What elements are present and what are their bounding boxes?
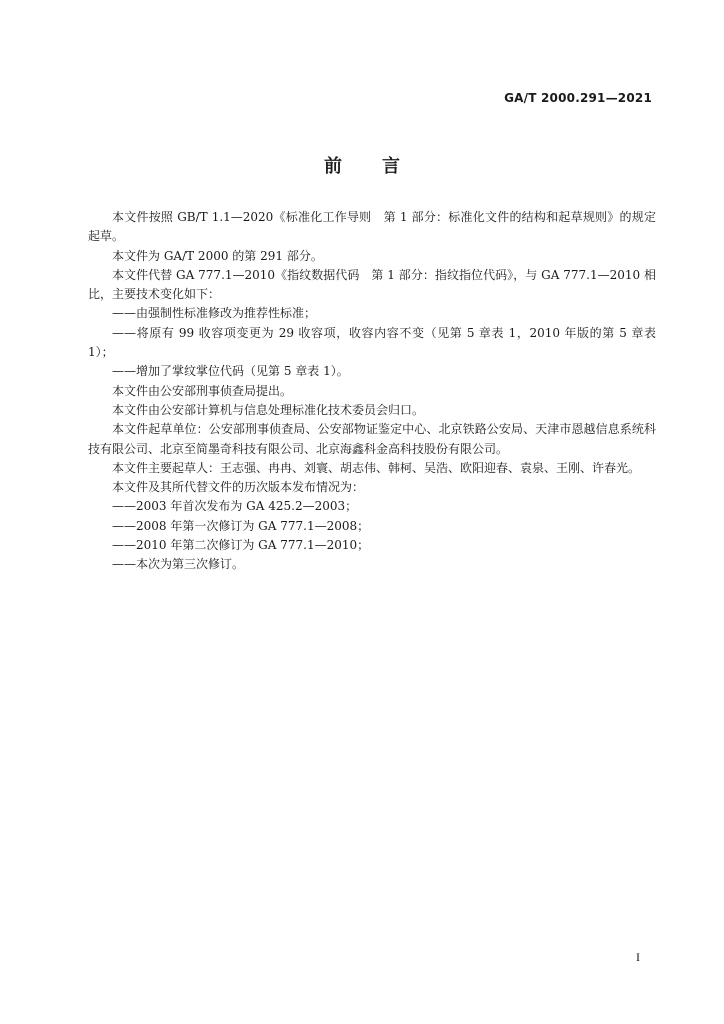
paragraph: 本文件按照 GB/T 1.1—2020《标准化工作导则 第 1 部分：标准化文件的结构和起草规则》的规定起草。 <box>88 210 656 244</box>
list-item: ——2008 年第一次修订为 GA 777.1—2008； <box>112 518 370 533</box>
title-char-2: 言 <box>382 156 400 177</box>
list-item: ——2010 年第二次修订为 GA 777.1—2010； <box>112 538 370 553</box>
paragraph: 本文件及其所代替文件的历次版本发布情况为： <box>112 480 365 495</box>
document-code: GA/T 2000.291—2021 <box>504 91 652 105</box>
list-item: ——增加了掌纹掌位代码（见第 5 章表 1）。 <box>112 364 349 379</box>
paragraph: 本文件主要起草人：王志强、冉冉、刘寰、胡志伟、韩柯、吴浩、欧阳迎春、袁泉、王刚、许春光。 <box>112 460 641 475</box>
list-item: ——本次为第三次修订。 <box>112 557 245 572</box>
list-item: ——将原有 99 收容项变更为 29 收容项，收容内容不变（见第 5 章表 1，2010 年版的第 5 章表 1）； <box>88 325 656 360</box>
page-title <box>0 152 724 178</box>
page-number: I <box>636 950 640 964</box>
paragraph: 本文件为 GA/T 2000 的第 291 部分。 <box>112 248 323 263</box>
paragraph: 本文件由公安部刑事侦查局提出。 <box>112 383 293 398</box>
list-item: ——2003 年首次发布为 GA 425.2—2003； <box>112 499 358 514</box>
title-char-1: 前 <box>324 156 342 177</box>
paragraph: 本文件代替 GA 777.1—2010《指纹数据代码 第 1 部分：指纹指位代码》，与 GA 777.1—2010 相比，主要技术变化如下： <box>88 267 656 302</box>
paragraph: 本文件起草单位：公安部刑事侦查局、公安部物证鉴定中心、北京铁路公安局、天津市恩越信息系统科技有限公司、北京至简墨奇科技有限公司、北京海鑫科金高科技股份有限公司。 <box>88 422 656 456</box>
paragraph: 本文件由公安部计算机与信息处理标准化技术委员会归口。 <box>112 402 425 417</box>
list-item: ——由强制性标准修改为推荐性标准； <box>112 306 317 321</box>
foreword-body <box>88 208 656 575</box>
